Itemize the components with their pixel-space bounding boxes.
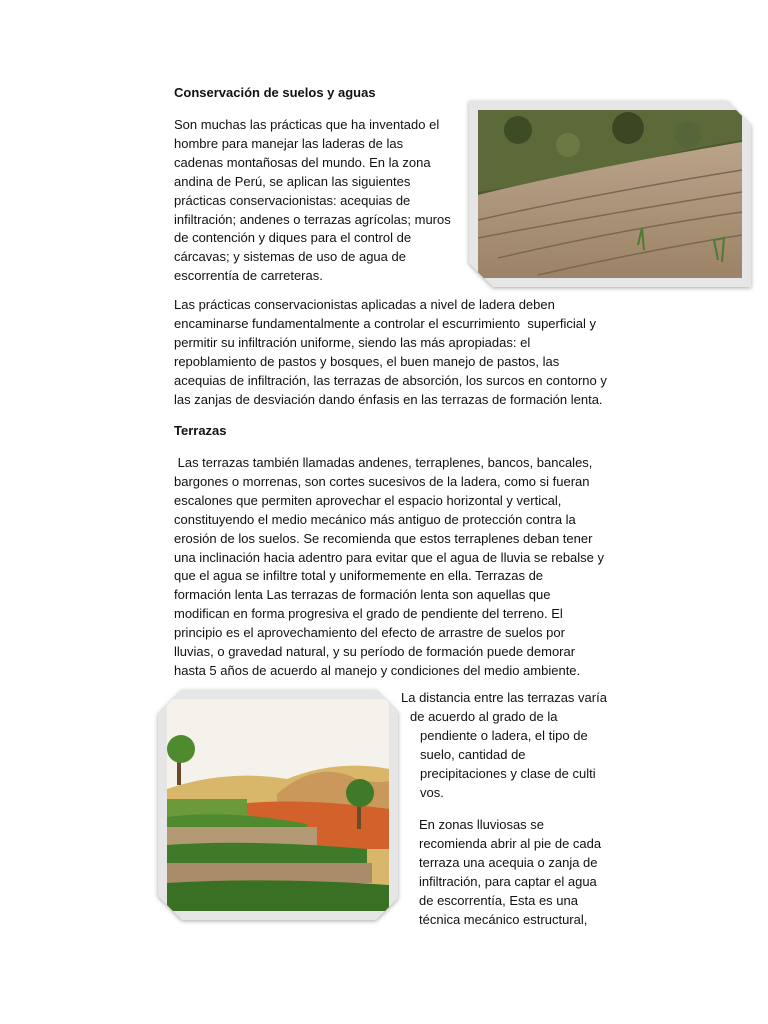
paragraph-line: cadenas montañosas del mundo. En la zona: [174, 154, 431, 170]
practices-paragraph: [174, 296, 607, 409]
paragraph-line: repoblamiento de pastos y bosques, el buen manejo de pastos, las: [174, 353, 560, 369]
paragraph-line: bargones o morrenas, son cortes sucesivos de la ladera, como si fueran: [174, 473, 590, 489]
paragraph-line: constituyendo el medio mecánico más antiguo de protección contra la: [174, 511, 576, 527]
paragraph-line: cárcavas; y sistemas de uso de agua de: [174, 249, 406, 265]
paragraph-line: erosión de los suelos. Se recomienda que estos terraplenes deban tener: [174, 530, 593, 546]
paragraph-line: modifican en forma progresiva el grado de pendiente del terreno. El: [174, 606, 563, 622]
paragraph-line: acequias de infiltración, las terrazas de absorción, los surcos en contorno y: [174, 372, 607, 388]
paragraph-line: las zanjas de desviación dando énfasis en las terrazas de formación lenta.: [174, 391, 603, 407]
paragraph-line: que el agua se infiltre total y uniformemente en ella. Terrazas de: [174, 568, 544, 584]
paragraph-line: Las prácticas conservacionistas aplicadas a nivel de ladera deben: [174, 297, 555, 312]
paragraph-line: de acuerdo al grado de la: [410, 708, 558, 724]
paragraph-line: hombre para manejar las laderas de las: [174, 135, 404, 151]
paragraph-line: permitir su infiltración uniforme, siendo las más apropiadas: el: [174, 334, 531, 350]
paragraph-line: prácticas conservacionistas: acequias de: [174, 192, 411, 208]
paragraph-line: Son muchas las prácticas que ha inventado el: [174, 117, 440, 132]
paragraph-line: hasta 5 años de acuerdo al manejo y condiciones del medio ambiente.: [174, 662, 581, 678]
paragraph-line: suelo, cantidad de: [420, 746, 526, 762]
intro-paragraph: [174, 116, 451, 286]
paragraph-line: recomienda abrir al pie de cada: [419, 835, 602, 851]
paragraph-line: de escorrentía, Esta es una: [419, 892, 578, 908]
paragraph-line: principio es el aprovechamiento del efecto de arrastre de suelos por: [174, 625, 565, 641]
paragraph-line: La distancia entre las terrazas varía: [401, 690, 607, 705]
paragraph-line: escalones que permiten aprovechar el espacio horizontal y vertical,: [174, 492, 562, 508]
terrazas-paragraph: [174, 454, 604, 681]
paragraph-line: terraza una acequia o zanja de: [419, 854, 598, 870]
paragraph-line: de contención y diques para el control de: [174, 230, 412, 246]
paragraph-line: pendiente o ladera, el tipo de: [420, 727, 588, 743]
paragraph-line: técnica mecánico estructural,: [419, 911, 588, 927]
paragraph-line: infiltración, para captar el agua: [419, 873, 597, 889]
hillside-image: [478, 110, 742, 278]
section-heading-terrazas: Terrazas: [174, 423, 227, 438]
paragraph-line: En zonas lluviosas se: [419, 817, 545, 832]
paragraph-line: infiltración; andenes o terrazas agrícolas; muros: [174, 211, 451, 227]
paragraph-line: vos.: [420, 784, 444, 800]
paragraph-line: Las terrazas también llamadas andenes, terraplenes, bancos, bancales,: [174, 455, 593, 470]
paragraph-line: formación lenta Las terrazas de formación lenta son aquellas que: [174, 587, 551, 603]
paragraph-line: encaminarse fundamentalmente a controlar el escurrimiento superficial y: [174, 315, 596, 331]
page-title: Conservación de suelos y aguas: [174, 85, 376, 100]
paragraph-line: precipitaciones y clase de culti: [420, 765, 596, 781]
rainy-zones-paragraph: [419, 816, 601, 929]
hillside-photo: [469, 101, 751, 287]
paragraph-line: una inclinación hacia adentro para evitar que el agua de lluvia se rebalse y: [174, 549, 605, 565]
paragraph-line: andina de Perú, se aplican las siguientes: [174, 173, 411, 189]
distance-paragraph: [0, 689, 768, 809]
paragraph-line: escorrentía de carreteras.: [174, 268, 323, 284]
paragraph-line: lluvias, o gravedad natural, y su período de formación puede demorar: [174, 644, 576, 660]
